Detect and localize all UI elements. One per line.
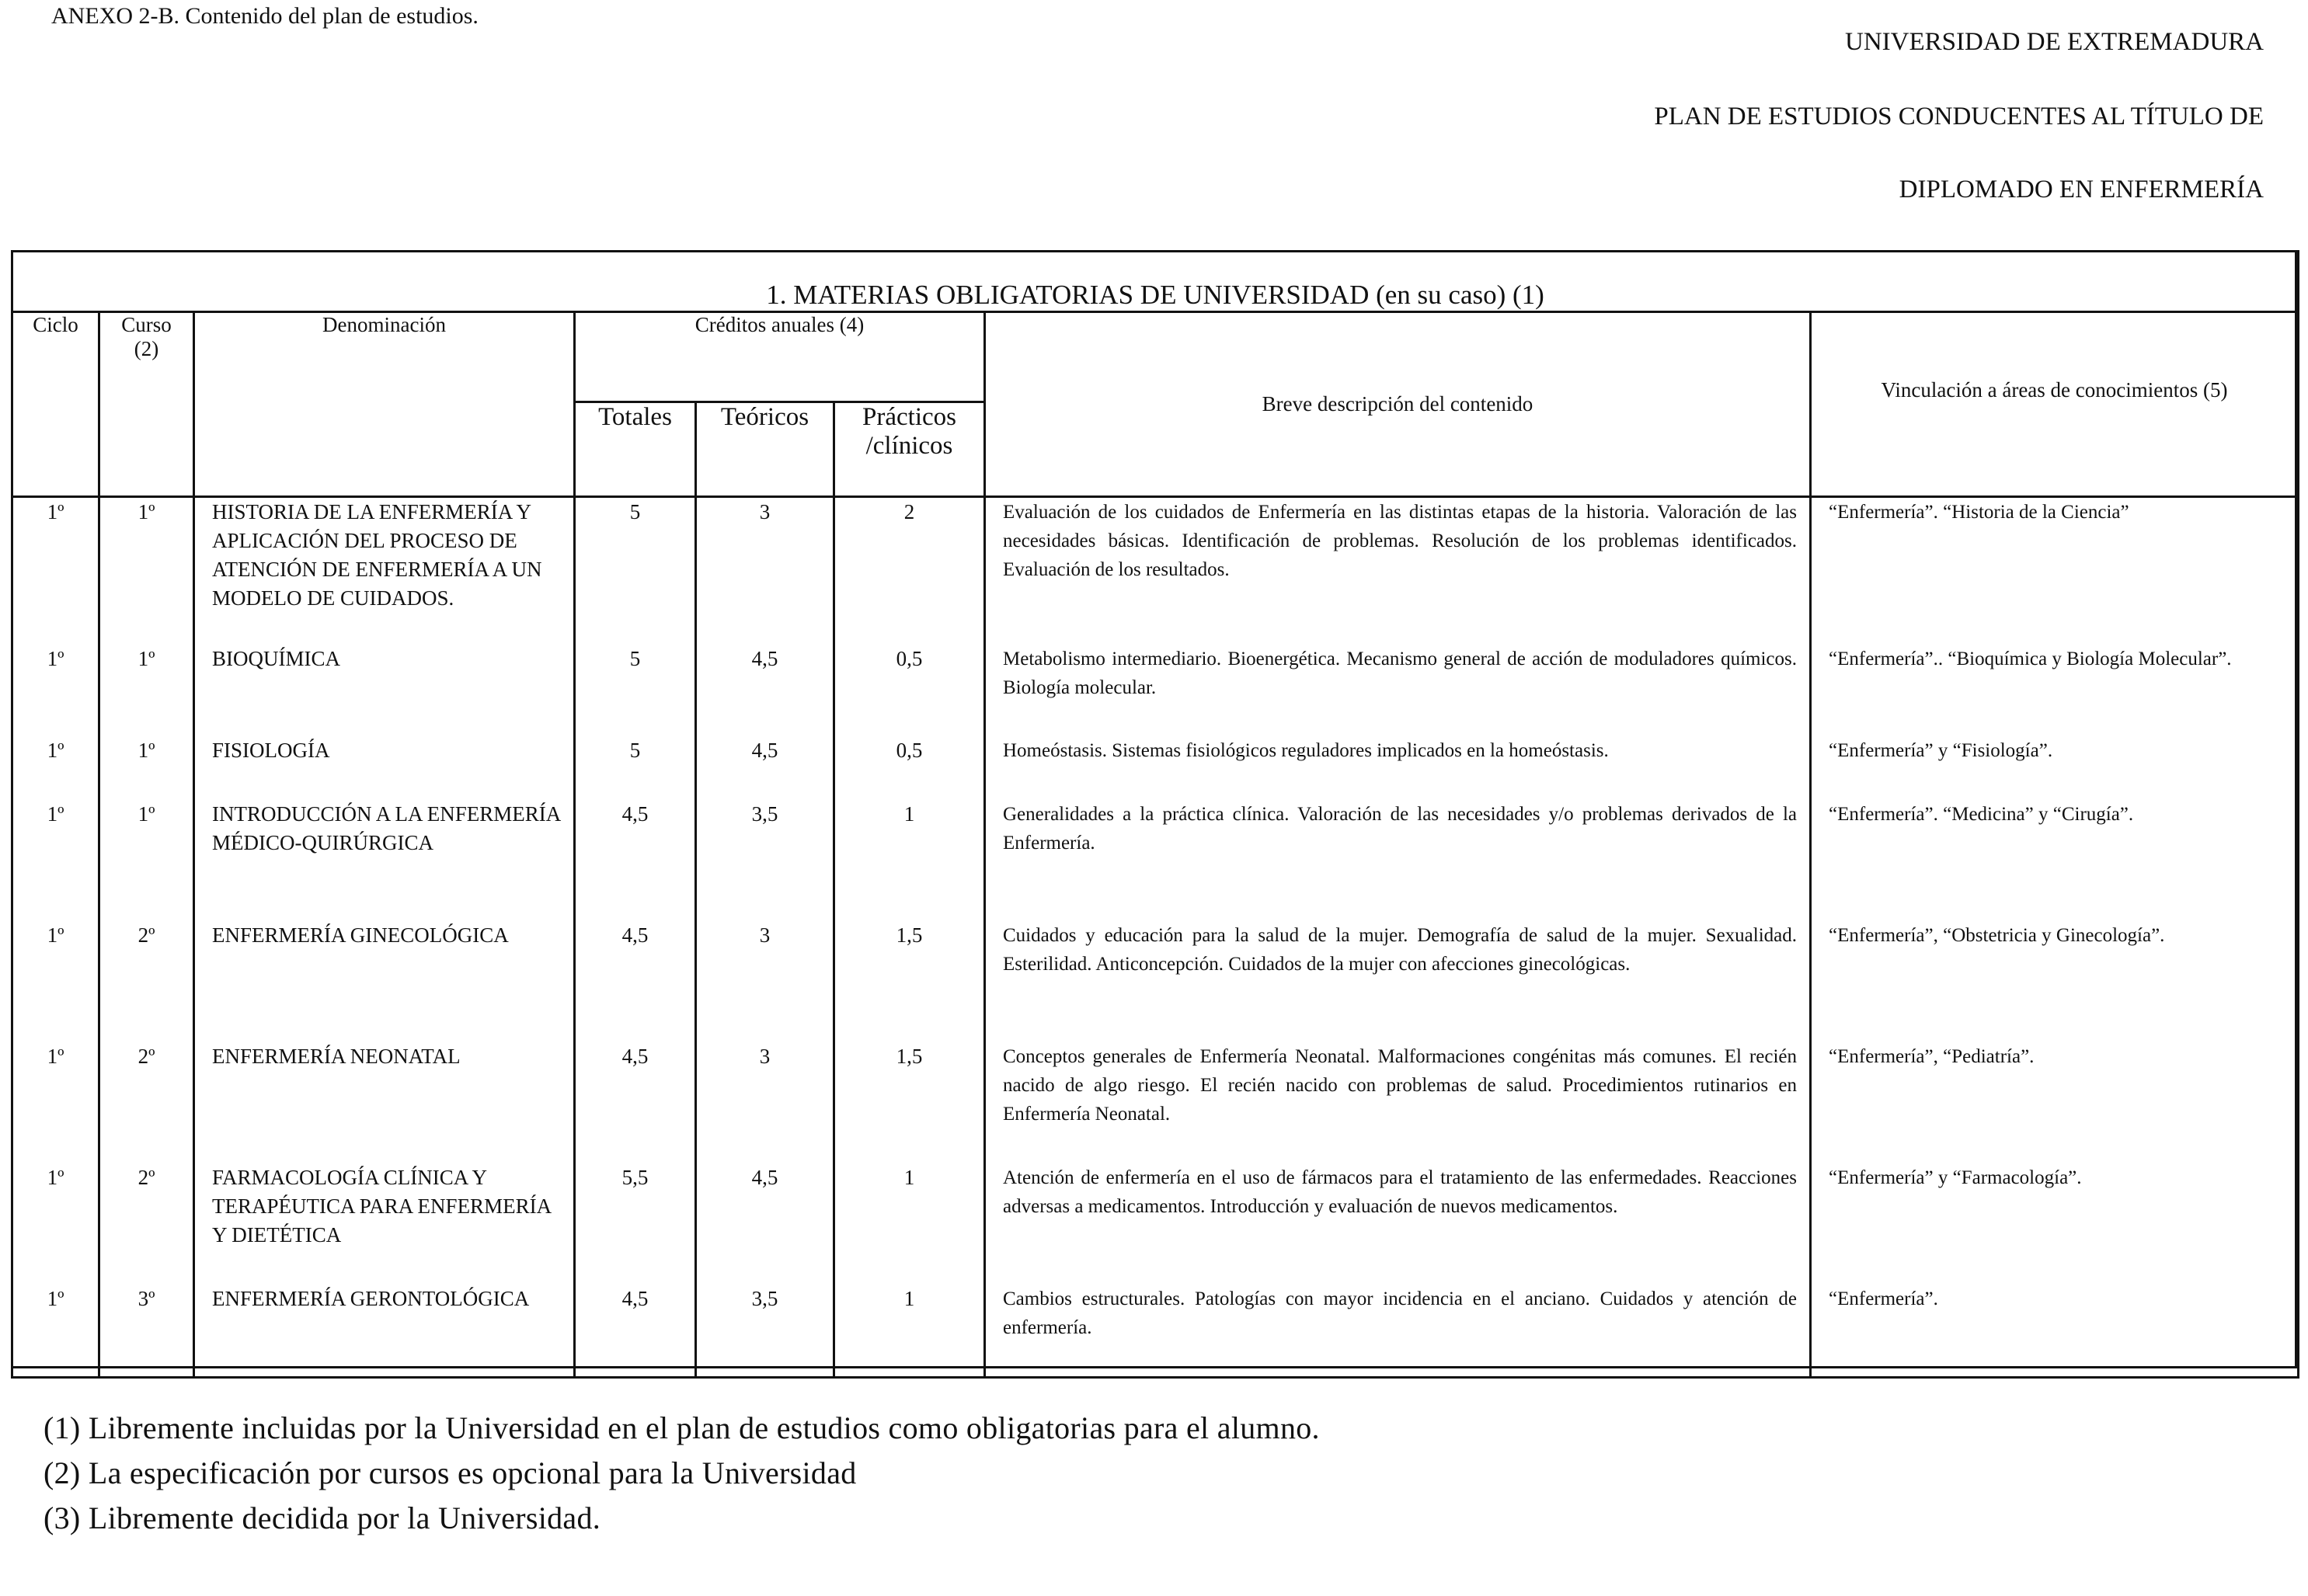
cell-curso: 1º (99, 497, 194, 645)
cell-descripcion: Evaluación de los cuidados de Enfermería en las distintas etapas de la historia. Valoración de las necesidades básicas. Identificación de problemas. Resolución de los problemas identificados. Evaluación de los resultados. (985, 497, 1811, 645)
cell-ciclo: 1º (12, 1285, 99, 1378)
table-row (12, 800, 2299, 921)
cell-curso: 2º (99, 921, 194, 1042)
table-row (12, 645, 2299, 736)
cell-ciclo: 1º (12, 736, 99, 800)
cell-vinculacion: “Enfermería”. “Historia de la Ciencia” (1811, 497, 2299, 645)
header-denominacion: Denominación (194, 312, 575, 497)
cell-descripcion: Cambios estructurales. Patologías con mayor incidencia en el anciano. Cuidados y atención de enfermería. (985, 1285, 1811, 1378)
cell-denominacion: ENFERMERÍA GERONTOLÓGICA (194, 1285, 575, 1378)
cell-ciclo: 1º (12, 645, 99, 736)
cell-totales: 5 (575, 736, 696, 800)
plan-title-line1: PLAN DE ESTUDIOS CONDUCENTES AL TÍTULO DE (1654, 103, 2264, 130)
cell-teoricos: 3 (696, 921, 834, 1042)
cell-vinculacion: “Enfermería”, “Pediatría”. (1811, 1042, 2299, 1163)
subjects-table (11, 250, 2299, 1379)
cell-teoricos: 3,5 (696, 1285, 834, 1378)
table-row (12, 736, 2299, 800)
cell-totales: 5,5 (575, 1163, 696, 1285)
cell-vinculacion: “Enfermería”.. “Bioquímica y Biología Molecular”. (1811, 645, 2299, 736)
table-row (12, 497, 2299, 645)
cell-descripcion: Cuidados y educación para la salud de la mujer. Demografía de salud de la mujer. Sexualidad. Esterilidad. Anticoncepción. Cuidados de la mujer con afecciones ginecológicas. (985, 921, 1811, 1042)
annex-title: ANEXO 2-B. Contenido del plan de estudios. (51, 3, 479, 29)
plan-title-line2: DIPLOMADO EN ENFERMERÍA (1899, 176, 2264, 203)
header-vinculacion: Vinculación a áreas de conocimientos (5) (1811, 312, 2299, 497)
cell-descripcion: Generalidades a la práctica clínica. Valoración de las necesidades y/o problemas derivados de la Enfermería. (985, 800, 1811, 921)
cell-ciclo: 1º (12, 497, 99, 645)
cell-totales: 4,5 (575, 921, 696, 1042)
header-practicos: Prácticos /clínicos (834, 402, 985, 497)
cell-practicos: 1,5 (834, 1042, 985, 1163)
header-teoricos: Teóricos (696, 402, 834, 497)
cell-denominacion: FISIOLOGÍA (194, 736, 575, 800)
cell-practicos: 1 (834, 1285, 985, 1378)
table-row (12, 921, 2299, 1042)
cell-vinculacion: “Enfermería” y “Farmacología”. (1811, 1163, 2299, 1285)
header-curso: Curso (2) (99, 312, 194, 497)
footnote-1: (1) Libremente incluidas por la Universidad en el plan de estudios como obligatorias para el alumno. (44, 1410, 1320, 1445)
cell-vinculacion: “Enfermería” y “Fisiología”. (1811, 736, 2299, 800)
cell-curso: 2º (99, 1042, 194, 1163)
cell-totales: 4,5 (575, 1042, 696, 1163)
cell-ciclo: 1º (12, 921, 99, 1042)
cell-vinculacion: “Enfermería”. “Medicina” y “Cirugía”. (1811, 800, 2299, 921)
university-name: UNIVERSIDAD DE EXTREMADURA (1845, 28, 2264, 56)
cell-teoricos: 3,5 (696, 800, 834, 921)
cell-curso: 1º (99, 645, 194, 736)
cell-denominacion: ENFERMERÍA NEONATAL (194, 1042, 575, 1163)
cell-denominacion: FARMACOLOGÍA CLÍNICA Y TERAPÉUTICA PARA ENFERMERÍA Y DIETÉTICA (194, 1163, 575, 1285)
cell-denominacion: ENFERMERÍA GINECOLÓGICA (194, 921, 575, 1042)
cell-teoricos: 4,5 (696, 1163, 834, 1285)
cell-teoricos: 4,5 (696, 736, 834, 800)
cell-practicos: 1 (834, 1163, 985, 1285)
cell-curso: 2º (99, 1163, 194, 1285)
cell-descripcion: Conceptos generales de Enfermería Neonatal. Malformaciones congénitas más comunes. El recién nacido de algo riesgo. El recién nacido con problemas de salud. Procedimientos rutinarios en Enfermería Neonatal. (985, 1042, 1811, 1163)
table-row (12, 1163, 2299, 1285)
cell-totales: 5 (575, 645, 696, 736)
header-creditos: Créditos anuales (4) (575, 312, 985, 402)
cell-totales: 5 (575, 497, 696, 645)
cell-descripcion: Metabolismo intermediario. Bioenergética. Mecanismo general de acción de moduladores químicos. Biología molecular. (985, 645, 1811, 736)
footnotes (44, 1406, 1320, 1541)
cell-vinculacion: “Enfermería”. (1811, 1285, 2299, 1378)
header-descripcion: Breve descripción del contenido (985, 312, 1811, 497)
cell-practicos: 0,5 (834, 645, 985, 736)
cell-teoricos: 3 (696, 497, 834, 645)
header-ciclo: Ciclo (12, 312, 99, 497)
cell-ciclo: 1º (12, 1042, 99, 1163)
cell-curso: 1º (99, 736, 194, 800)
cell-denominacion: HISTORIA DE LA ENFERMERÍA Y APLICACIÓN DEL PROCESO DE ATENCIÓN DE ENFERMERÍA A UN MODELO DE CUIDADOS. (194, 497, 575, 645)
cell-descripcion: Homeóstasis. Sistemas fisiológicos reguladores implicados en la homeóstasis. (985, 736, 1811, 800)
cell-denominacion: INTRODUCCIÓN A LA ENFERMERÍA MÉDICO-QUIRÚRGICA (194, 800, 575, 921)
footnote-3: (3) Libremente decidida por la Universidad. (44, 1500, 601, 1535)
cell-denominacion: BIOQUÍMICA (194, 645, 575, 736)
section-title: 1. MATERIAS OBLIGATORIAS DE UNIVERSIDAD (en su caso) (1) (12, 252, 2299, 312)
cell-curso: 3º (99, 1285, 194, 1378)
cell-vinculacion: “Enfermería”, “Obstetricia y Ginecología”. (1811, 921, 2299, 1042)
cell-practicos: 2 (834, 497, 985, 645)
cell-teoricos: 4,5 (696, 645, 834, 736)
footnote-2: (2) La especificación por cursos es opcional para la Universidad (44, 1455, 857, 1490)
cell-teoricos: 3 (696, 1042, 834, 1163)
cell-practicos: 0,5 (834, 736, 985, 800)
cell-practicos: 1,5 (834, 921, 985, 1042)
cell-ciclo: 1º (12, 1163, 99, 1285)
cell-ciclo: 1º (12, 800, 99, 921)
cell-descripcion: Atención de enfermería en el uso de fármacos para el tratamiento de las enfermedades. Reacciones adversas a medicamentos. Introducción y evaluación de nuevos medicamentos. (985, 1163, 1811, 1285)
cell-practicos: 1 (834, 800, 985, 921)
cell-totales: 4,5 (575, 800, 696, 921)
header-totales: Totales (575, 402, 696, 497)
cell-totales: 4,5 (575, 1285, 696, 1378)
cell-curso: 1º (99, 800, 194, 921)
table-row (12, 1042, 2299, 1163)
table-row (12, 1285, 2299, 1378)
